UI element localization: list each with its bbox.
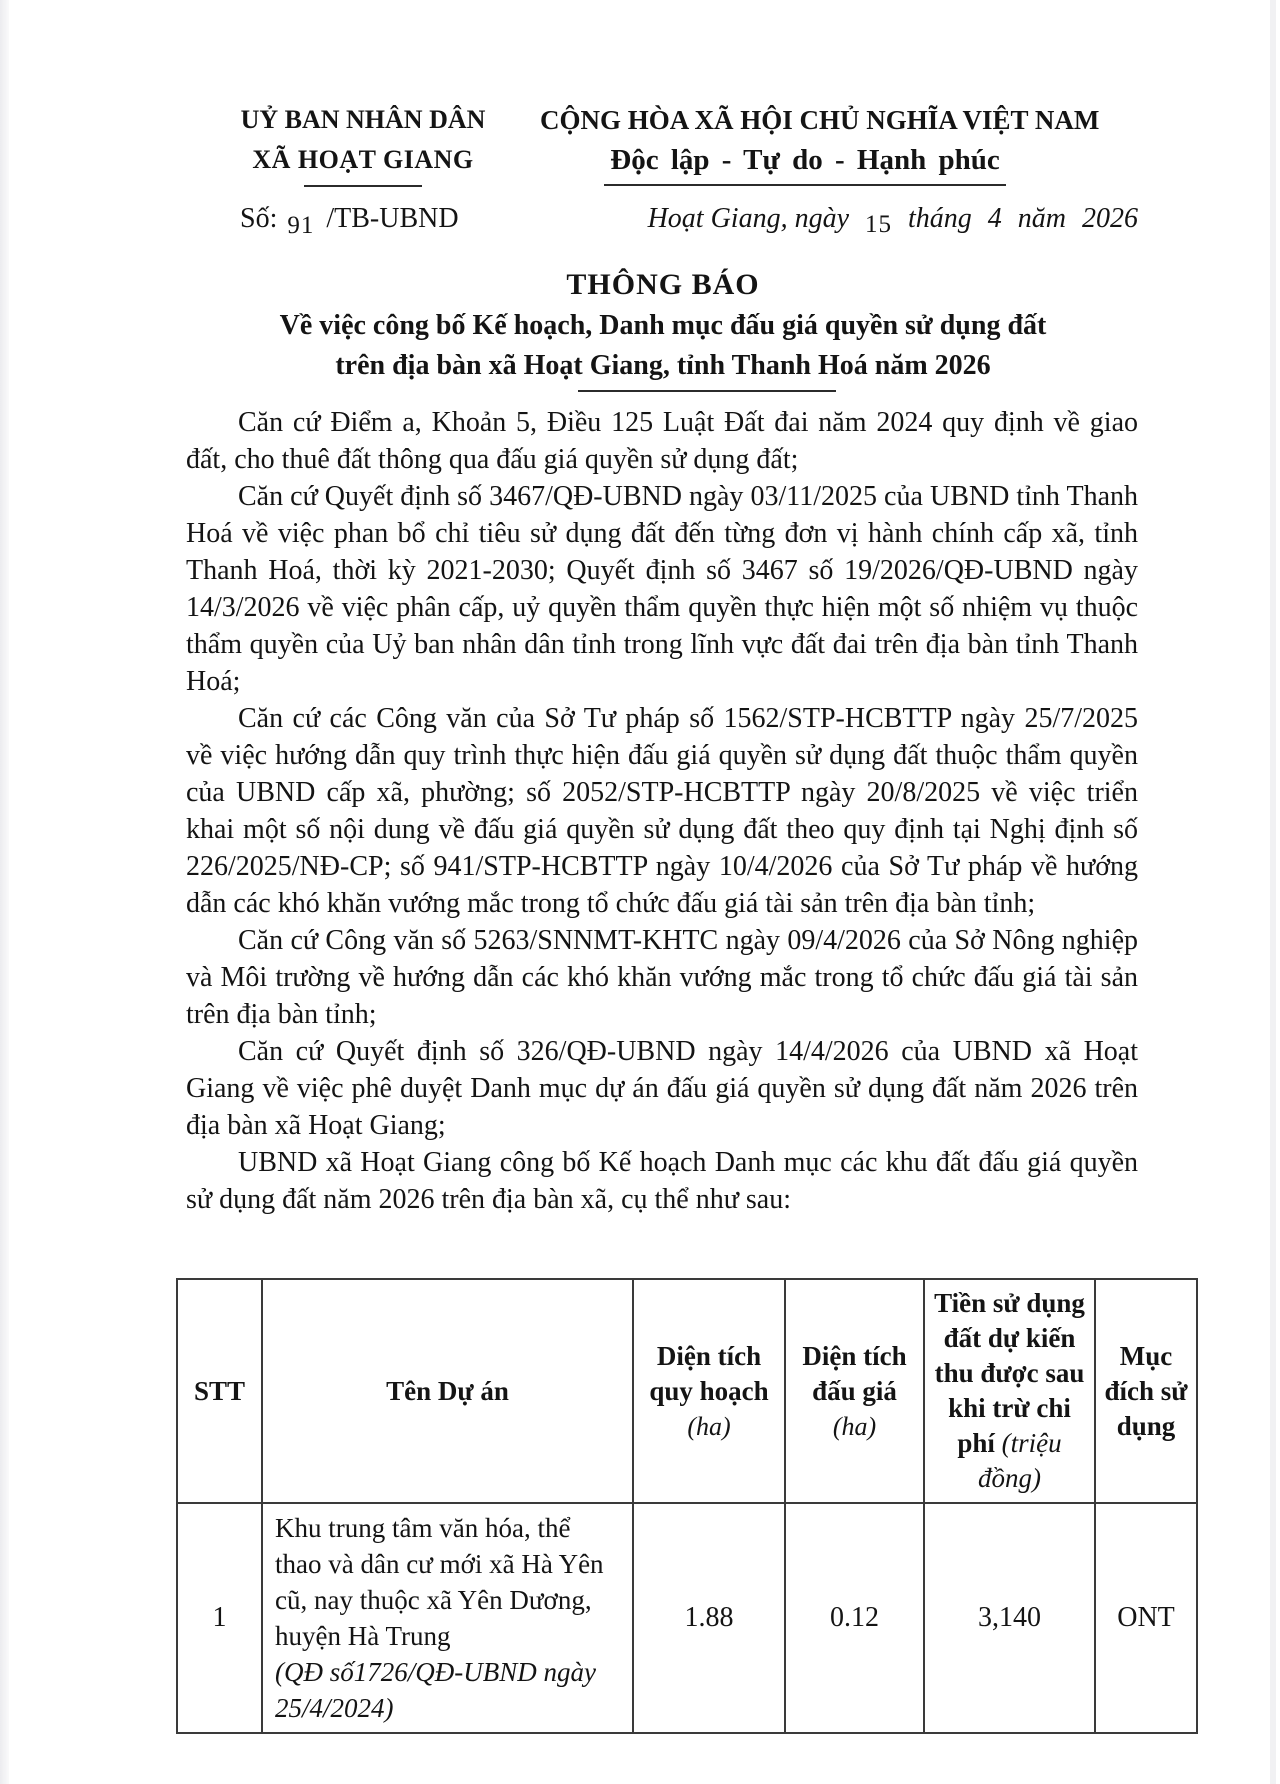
- col-header-auction-area: [785, 1279, 924, 1503]
- number-label: Số:: [240, 203, 278, 234]
- date-day-value: 15: [865, 211, 892, 238]
- date-prefix: Hoạt Giang, ngày: [647, 203, 849, 234]
- planned-area-unit: (ha): [687, 1411, 731, 1441]
- col-header-land-purpose: Mục đích sử dụng: [1095, 1279, 1197, 1503]
- number-value: 91: [287, 212, 315, 239]
- revenue-unit: (triệu đồng): [978, 1428, 1062, 1493]
- national-header-block: [540, 100, 1100, 187]
- date-suffix: tháng 4 năm 2026: [908, 203, 1138, 234]
- title-block: [0, 264, 1280, 392]
- paragraph-legal-basis-5: Căn cứ Quyết định số 326/QĐ-UBND ngày 14/4/2026 của UBND xã Hoạt Giang về việc phê duyệt Danh mục dự án đấu giá quyền sử dụng đất năm 2026 trên địa bàn xã Hoạt Giang;: [186, 1036, 1138, 1141]
- table-header-row: [177, 1279, 1197, 1503]
- document-title: THÔNG BÁO: [566, 268, 760, 301]
- number-suffix: /TB-UBND: [326, 203, 459, 234]
- paragraph-legal-basis-3: Căn cứ các Công văn của Sở Tư pháp số 1562/STP-HCBTTP ngày 25/7/2025 về việc hướng dẫn quy trình thực hiện đấu giá quyền sử dụng đất thuộc thẩm quyền của UBND cấp xã, phường; số 2052/STP-HCBTTP ngày 20/8/2025 về việc triển khai một số nội dung về đấu giá quyền sử dụng đất theo quy định tại Nghị định số 226/2025/NĐ-CP; số 941/STP-HCBTTP ngày 10/4/2026 của Sở Tư pháp về hướng dẫn các khó khăn vướng mắc trong tổ chức đấu giá tài sản trên địa bàn tỉnh;: [186, 703, 1138, 919]
- document-number: [240, 199, 459, 240]
- paragraph-legal-basis-1: Căn cứ Điểm a, Khoản 5, Điều 125 Luật Đất đai năm 2024 quy định về giao đất, cho thuê đất thông qua đấu giá quyền sử dụng đất;: [186, 407, 1138, 475]
- national-motto-line2: Độc lập - Tự do - Hạnh phúc: [604, 140, 1006, 186]
- auction-plan-table: [176, 1278, 1198, 1734]
- col-header-expected-revenue: [924, 1279, 1095, 1503]
- col-header-planned-area: [633, 1279, 785, 1503]
- title-underline: [578, 390, 836, 392]
- cell-project-name: [262, 1503, 633, 1733]
- issuing-org-line1: UỶ BAN NHÂN DÂN: [240, 105, 486, 134]
- project-name-text: Khu trung tâm văn hóa, thể thao và dân cư mới xã Hà Yên cũ, nay thuộc xã Yên Dương, huyện Hà Trung: [275, 1513, 604, 1651]
- body-paragraphs: [0, 404, 1280, 1218]
- cell-land-purpose: ONT: [1095, 1503, 1197, 1733]
- paragraph-legal-basis-2: Căn cứ Quyết định số 3467/QĐ-UBND ngày 03/11/2025 của UBND tỉnh Thanh Hoá về việc phan bổ chỉ tiêu sử dụng đất đến từng đơn vị hành chính cấp xã, tỉnh Thanh Hoá, thời kỳ 2021-2030; Quyết định số 3467 số 19/2026/QĐ-UBND ngày 14/3/2026 về việc phân cấp, uỷ quyền thẩm quyền thực hiện một số nhiệm vụ thuộc thẩm quyền của Uỷ ban nhân dân tỉnh trong lĩnh vực đất đai trên địa bàn tỉnh Thanh Hoá;: [186, 481, 1138, 697]
- project-name-note: (QĐ số1726/QĐ-UBND ngày 25/4/2024): [275, 1657, 596, 1723]
- revenue-label: Tiền sử dụng đất dự kiến thu được sau khi trừ chi phí: [934, 1288, 1085, 1458]
- reference-line: [0, 187, 1280, 240]
- cell-expected-revenue: 3,140: [924, 1503, 1095, 1733]
- document-header: [0, 100, 1280, 187]
- col-header-stt: STT: [177, 1279, 262, 1503]
- national-motto-line1: CỘNG HÒA XÃ HỘI CHỦ NGHĨA VIỆT NAM: [540, 105, 1100, 135]
- cell-stt: 1: [177, 1503, 262, 1733]
- issuing-org-underline: [304, 185, 422, 187]
- document-subtitle-line2: trên địa bàn xã Hoạt Giang, tỉnh Thanh Hoá năm 2026: [335, 350, 991, 381]
- date-line: [648, 199, 1138, 240]
- document-subtitle-line1: Về việc công bố Kế hoạch, Danh mục đấu giá quyền sử dụng đất: [279, 310, 1047, 341]
- cell-planned-area: 1.88: [633, 1503, 785, 1733]
- paragraph-announcement: UBND xã Hoạt Giang công bố Kế hoạch Danh mục các khu đất đấu giá quyền sử dụng đất năm 2026 trên địa bàn xã, cụ thể như sau:: [186, 1147, 1138, 1215]
- auction-area-unit: (ha): [832, 1411, 877, 1441]
- table-row: [177, 1503, 1197, 1733]
- auction-area-label: Diện tích đấu giá: [802, 1340, 907, 1406]
- cell-auction-area: 0.12: [785, 1503, 924, 1733]
- paragraph-legal-basis-4: Căn cứ Công văn số 5263/SNNMT-KHTC ngày 09/4/2026 của Sở Nông nghiệp và Môi trường về hướng dẫn các khó khăn vướng mắc trong tổ chức đấu giá tài sản trên địa bàn tỉnh;: [186, 925, 1138, 1030]
- col-header-project-name: Tên Dự án: [262, 1279, 633, 1503]
- issuing-org-block: [232, 100, 494, 187]
- planned-area-label: Diện tích quy hoạch: [649, 1340, 769, 1406]
- issuing-org-line2: XÃ HOẠT GIANG: [252, 145, 474, 174]
